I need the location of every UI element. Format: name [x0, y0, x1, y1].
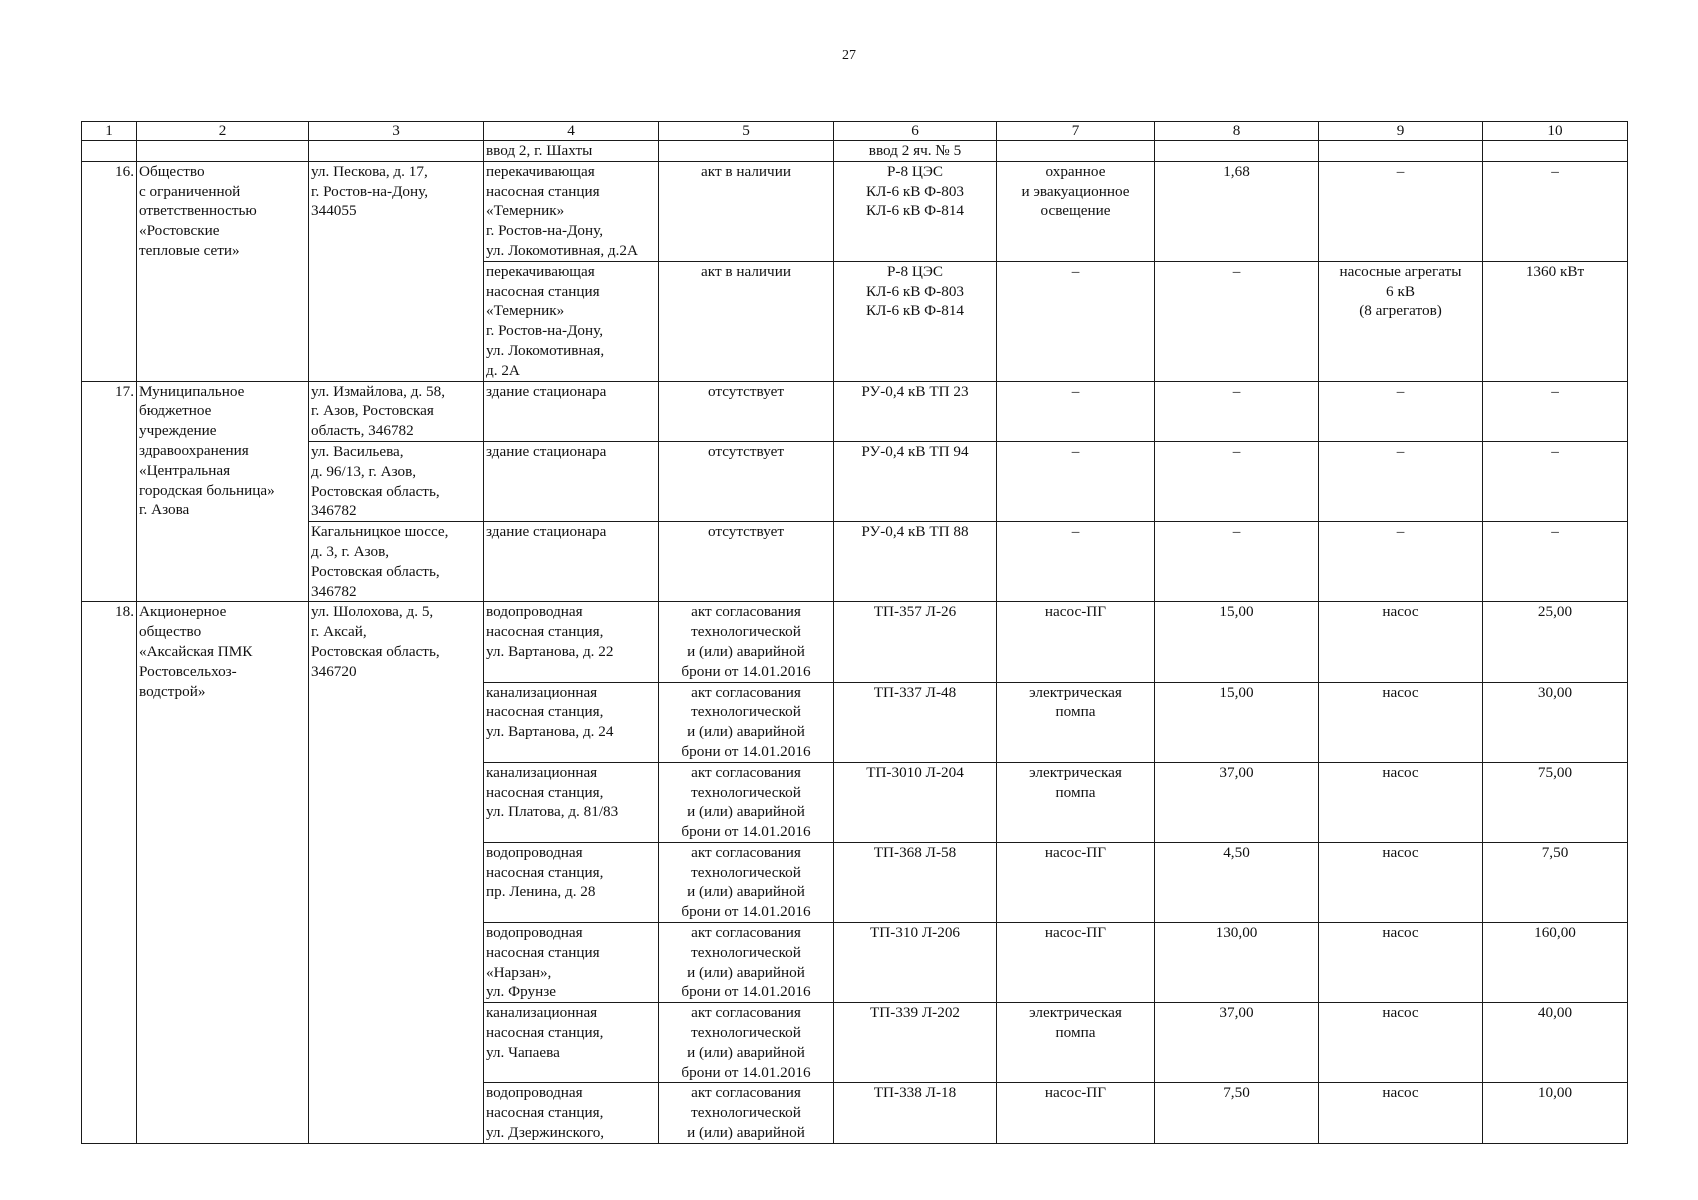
- supply-cell: ТП-310 Л-206: [834, 923, 997, 1003]
- power-cell: –: [1483, 441, 1628, 521]
- supply-cell: ТП-338 Л-18: [834, 1083, 997, 1143]
- act-cell: отсутствует: [659, 381, 834, 441]
- organization-name: Акционерное общество «Аксайская ПМК Ростовсельхоз- водстрой»: [137, 602, 309, 1144]
- power-cell: –: [1483, 522, 1628, 602]
- supply-cell: Р-8 ЦЭС КЛ-6 кВ Ф-803 КЛ-6 кВ Ф-814: [834, 261, 997, 381]
- act-cell: акт согласования технологической и (или) аварийной брони от 14.01.2016: [659, 923, 834, 1003]
- object-cell: ввод 2, г. Шахты: [484, 141, 659, 162]
- equipment-cell: насос: [1319, 762, 1483, 842]
- equipment-cell: –: [1319, 522, 1483, 602]
- column-number: 2: [137, 122, 309, 141]
- power-cell: –: [1155, 441, 1319, 521]
- object-cell: водопроводная насосная станция, пр. Ленина, д. 28: [484, 842, 659, 922]
- table-row: [82, 161, 1628, 261]
- power-cell: 130,00: [1155, 923, 1319, 1003]
- act-cell: акт согласования технологической и (или) аварийной: [659, 1083, 834, 1143]
- act-cell: отсутствует: [659, 522, 834, 602]
- column-number: 10: [1483, 122, 1628, 141]
- power-cell: 37,00: [1155, 762, 1319, 842]
- column-number: 1: [82, 122, 137, 141]
- organization-address: ул. Васильева, д. 96/13, г. Азов, Ростовская область, 346782: [309, 441, 484, 521]
- act-cell: акт в наличии: [659, 161, 834, 261]
- equipment-cell: –: [1319, 381, 1483, 441]
- row-number: 17.: [82, 381, 137, 602]
- object-cell: канализационная насосная станция, ул. Платова, д. 81/83: [484, 762, 659, 842]
- act-cell: акт согласования технологической и (или) аварийной брони от 14.01.2016: [659, 762, 834, 842]
- power-cell: 15,00: [1155, 682, 1319, 762]
- power-cell: 37,00: [1155, 1003, 1319, 1083]
- object-cell: водопроводная насосная станция «Нарзан», ул. Фрунзе: [484, 923, 659, 1003]
- column-number: 8: [1155, 122, 1319, 141]
- equipment-cell: насосные агрегаты 6 кВ (8 агрегатов): [1319, 261, 1483, 381]
- object-cell: водопроводная насосная станция, ул. Вартанова, д. 22: [484, 602, 659, 682]
- object-cell: здание стационара: [484, 441, 659, 521]
- table-row: [82, 522, 1628, 602]
- organization-address: ул. Шолохова, д. 5, г. Аксай, Ростовская область, 346720: [309, 602, 484, 1144]
- organization-name: Общество с ограниченной ответственностью «Ростовские тепловые сети»: [137, 161, 309, 381]
- act-cell: акт согласования технологической и (или) аварийной брони от 14.01.2016: [659, 602, 834, 682]
- supply-cell: РУ-0,4 кВ ТП 88: [834, 522, 997, 602]
- act-cell: акт согласования технологической и (или) аварийной брони от 14.01.2016: [659, 682, 834, 762]
- equipment-cell: насос-ПГ: [997, 842, 1155, 922]
- column-number-row: [82, 122, 1628, 141]
- power-cell: 30,00: [1483, 682, 1628, 762]
- object-cell: водопроводная насосная станция, ул. Дзержинского,: [484, 1083, 659, 1143]
- equipment-cell: насос: [1319, 923, 1483, 1003]
- equipment-cell: насос-ПГ: [997, 602, 1155, 682]
- column-number: 4: [484, 122, 659, 141]
- power-cell: 160,00: [1483, 923, 1628, 1003]
- object-cell: перекачивающая насосная станция «Темерник» г. Ростов-на-Дону, ул. Локомотивная, д. 2А: [484, 261, 659, 381]
- equipment-cell: –: [1319, 161, 1483, 261]
- equipment-cell: насос-ПГ: [997, 923, 1155, 1003]
- power-cell: 1,68: [1155, 161, 1319, 261]
- power-cell: 40,00: [1483, 1003, 1628, 1083]
- object-cell: здание стационара: [484, 522, 659, 602]
- organization-name: Муниципальное бюджетное учреждение здравоохранения «Центральная городская больница» г. Азова: [137, 381, 309, 602]
- object-cell: перекачивающая насосная станция «Темерник» г. Ростов-на-Дону, ул. Локомотивная, д.2А: [484, 161, 659, 261]
- equipment-cell: –: [1319, 441, 1483, 521]
- equipment-cell: –: [997, 522, 1155, 602]
- equipment-cell: насос: [1319, 1083, 1483, 1143]
- table-row: [82, 602, 1628, 682]
- column-number: 3: [309, 122, 484, 141]
- equipment-cell: –: [997, 441, 1155, 521]
- table-row: [82, 441, 1628, 521]
- equipment-cell: насос-ПГ: [997, 1083, 1155, 1143]
- organization-address: ул. Пескова, д. 17, г. Ростов-на-Дону, 344055: [309, 161, 484, 381]
- power-cell: –: [1483, 381, 1628, 441]
- power-cell: 7,50: [1155, 1083, 1319, 1143]
- equipment-cell: –: [997, 381, 1155, 441]
- row-number: 18.: [82, 602, 137, 1144]
- supply-cell: РУ-0,4 кВ ТП 23: [834, 381, 997, 441]
- table-row: [82, 381, 1628, 441]
- object-cell: канализационная насосная станция, ул. Чапаева: [484, 1003, 659, 1083]
- equipment-cell: электрическая помпа: [997, 762, 1155, 842]
- column-number: 9: [1319, 122, 1483, 141]
- equipment-cell: насос: [1319, 842, 1483, 922]
- equipment-cell: электрическая помпа: [997, 682, 1155, 762]
- power-cell: 4,50: [1155, 842, 1319, 922]
- column-number: 7: [997, 122, 1155, 141]
- equipment-cell: насос: [1319, 602, 1483, 682]
- equipment-cell: –: [997, 261, 1155, 381]
- power-cell: 7,50: [1483, 842, 1628, 922]
- object-cell: здание стационара: [484, 381, 659, 441]
- equipment-cell: охранное и эвакуационное освещение: [997, 161, 1155, 261]
- power-cell: 15,00: [1155, 602, 1319, 682]
- objects-table: [81, 121, 1628, 1144]
- act-cell: акт согласования технологической и (или) аварийной брони от 14.01.2016: [659, 842, 834, 922]
- power-cell: –: [1155, 381, 1319, 441]
- supply-cell: ТП-357 Л-26: [834, 602, 997, 682]
- supply-cell: ТП-339 Л-202: [834, 1003, 997, 1083]
- object-cell: канализационная насосная станция, ул. Вартанова, д. 24: [484, 682, 659, 762]
- act-cell: акт согласования технологической и (или) аварийной брони от 14.01.2016: [659, 1003, 834, 1083]
- supply-cell: ввод 2 яч. № 5: [834, 141, 997, 162]
- supply-cell: ТП-337 Л-48: [834, 682, 997, 762]
- power-cell: –: [1155, 522, 1319, 602]
- power-cell: 75,00: [1483, 762, 1628, 842]
- power-cell: –: [1155, 261, 1319, 381]
- supply-cell: РУ-0,4 кВ ТП 94: [834, 441, 997, 521]
- power-cell: 10,00: [1483, 1083, 1628, 1143]
- equipment-cell: электрическая помпа: [997, 1003, 1155, 1083]
- row-number: 16.: [82, 161, 137, 381]
- power-cell: 1360 кВт: [1483, 261, 1628, 381]
- equipment-cell: насос: [1319, 1003, 1483, 1083]
- continuation-row: [82, 141, 1628, 162]
- supply-cell: ТП-368 Л-58: [834, 842, 997, 922]
- act-cell: отсутствует: [659, 441, 834, 521]
- supply-cell: ТП-3010 Л-204: [834, 762, 997, 842]
- equipment-cell: насос: [1319, 682, 1483, 762]
- column-number: 6: [834, 122, 997, 141]
- organization-address: Кагальницкое шоссе, д. 3, г. Азов, Ростовская область, 346782: [309, 522, 484, 602]
- power-cell: 25,00: [1483, 602, 1628, 682]
- power-cell: –: [1483, 161, 1628, 261]
- supply-cell: Р-8 ЦЭС КЛ-6 кВ Ф-803 КЛ-6 кВ Ф-814: [834, 161, 997, 261]
- organization-address: ул. Измайлова, д. 58, г. Азов, Ростовская область, 346782: [309, 381, 484, 441]
- page-number: 27: [842, 48, 856, 63]
- column-number: 5: [659, 122, 834, 141]
- act-cell: акт в наличии: [659, 261, 834, 381]
